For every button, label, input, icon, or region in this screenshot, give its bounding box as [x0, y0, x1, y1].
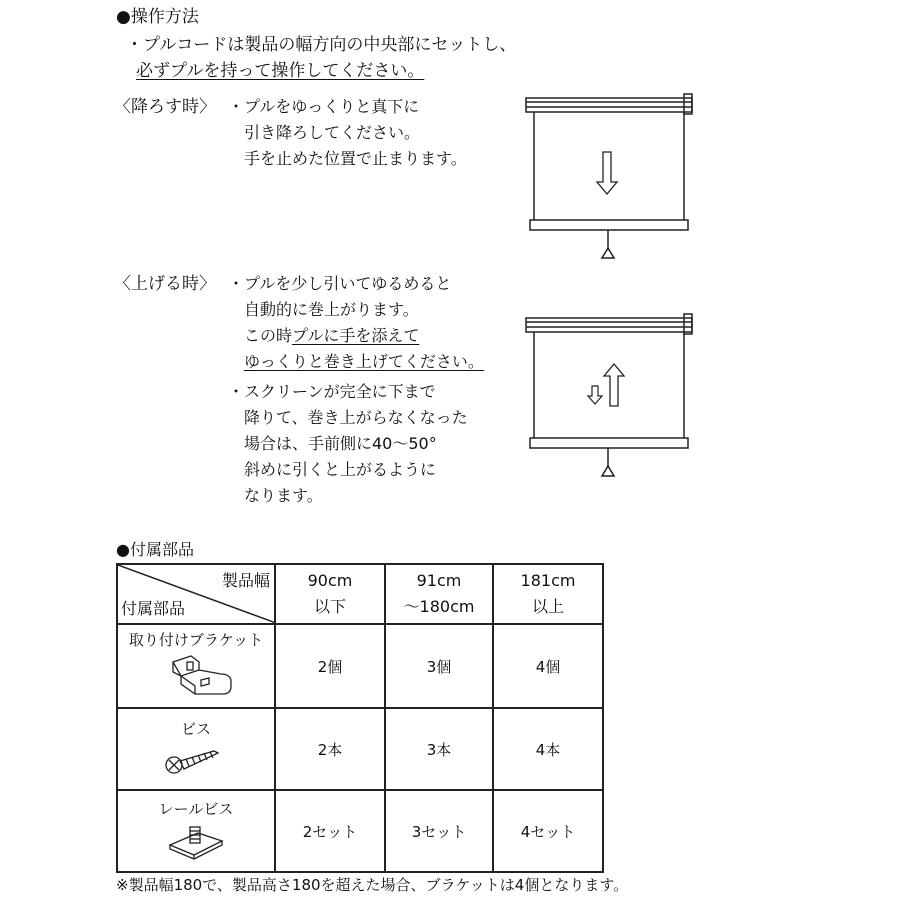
- part-cell-screw: [117, 708, 275, 790]
- raising-line5: ・スクリーンが完全に下まで: [228, 382, 436, 401]
- lowering-label: 〈降ろす時〉: [114, 97, 216, 117]
- header-col-90-bottom: 以下: [313, 597, 346, 616]
- lowering-line1: ・プルをゆっくりと真下に: [228, 97, 420, 116]
- table-header-row: [117, 564, 603, 624]
- arrow-down-icon: [597, 152, 617, 194]
- bracket-icon: [151, 650, 241, 702]
- value-bracket-181: 4個: [493, 624, 603, 708]
- screen-lowering-diagram: [524, 90, 696, 266]
- table-row: [117, 790, 603, 872]
- header-product-width: 製品幅: [221, 571, 270, 590]
- raising-line6: 降りて、巻き上がらなくなった: [244, 408, 468, 427]
- value-rail-screw-181: 4セット: [493, 790, 603, 872]
- raising-line3-underlined: プルに手を添えて: [292, 326, 420, 345]
- part-name-rail-screw: レールビス: [158, 799, 234, 818]
- rail-screw-icon: [156, 819, 236, 863]
- raising-line1: ・プルを少し引いてゆるめると: [228, 274, 452, 293]
- table-row: [117, 624, 603, 708]
- operation-heading: ●操作方法: [116, 7, 199, 27]
- header-col-90-top: 90cm: [307, 571, 353, 590]
- part-name-screw: ビス: [180, 719, 211, 738]
- operation-intro-line1: ・プルコードは製品の幅方向の中央部にセットし、: [126, 35, 517, 55]
- header-parts: 付属部品: [121, 599, 186, 618]
- lowering-line3: 手を止めた位置で止まります。: [244, 149, 467, 168]
- value-screw-181: 4本: [493, 708, 603, 790]
- header-col-181: [493, 564, 603, 624]
- raising-line8: 斜めに引くと上がるように: [244, 460, 437, 479]
- table-row: [117, 708, 603, 790]
- parts-table: [116, 563, 604, 873]
- part-name-bracket: 取り付けブラケット: [128, 630, 264, 649]
- value-bracket-90: 2個: [275, 624, 385, 708]
- value-rail-screw-90: 2セット: [275, 790, 385, 872]
- raising-line3: [244, 324, 419, 348]
- header-col-91-180: [385, 564, 493, 624]
- header-col-91-180-bottom: ～180cm: [403, 597, 475, 616]
- arrow-down-small-icon: [588, 386, 602, 404]
- lowering-line2: 引き降ろしてください。: [244, 123, 421, 142]
- header-col-91-180-top: 91cm: [416, 571, 462, 590]
- header-col-181-top: 181cm: [520, 571, 576, 590]
- raising-line4: ゆっくりと巻き上げてください。: [244, 352, 484, 371]
- value-bracket-91-180: 3個: [385, 624, 493, 708]
- raising-label: 〈上げる時〉: [114, 274, 216, 294]
- raising-line7: 場合は、手前側に40～50°: [244, 434, 437, 453]
- parts-heading: ●付属部品: [116, 540, 194, 559]
- screen-raising-diagram: [524, 310, 696, 486]
- header-col-181-bottom: 以上: [531, 597, 564, 616]
- part-cell-bracket: [117, 624, 275, 708]
- raising-line2: 自動的に巻上がります。: [244, 300, 419, 319]
- parts-note: ※製品幅180で、製品高さ180を超えた場合、ブラケットは4個となります。: [116, 876, 629, 894]
- header-col-90: [275, 564, 385, 624]
- diagonal-header-cell: [117, 564, 275, 624]
- raising-line9: なります。: [244, 486, 323, 505]
- value-screw-91-180: 3本: [385, 708, 493, 790]
- arrow-up-icon: [604, 364, 624, 406]
- part-cell-rail-screw: [117, 790, 275, 872]
- operation-intro-line2: 必ずプルを持って操作してください。: [136, 61, 425, 81]
- raising-line3-plain: この時: [244, 326, 293, 345]
- value-screw-90: 2本: [275, 708, 385, 790]
- value-rail-screw-91-180: 3セット: [385, 790, 493, 872]
- screw-icon: [156, 739, 236, 779]
